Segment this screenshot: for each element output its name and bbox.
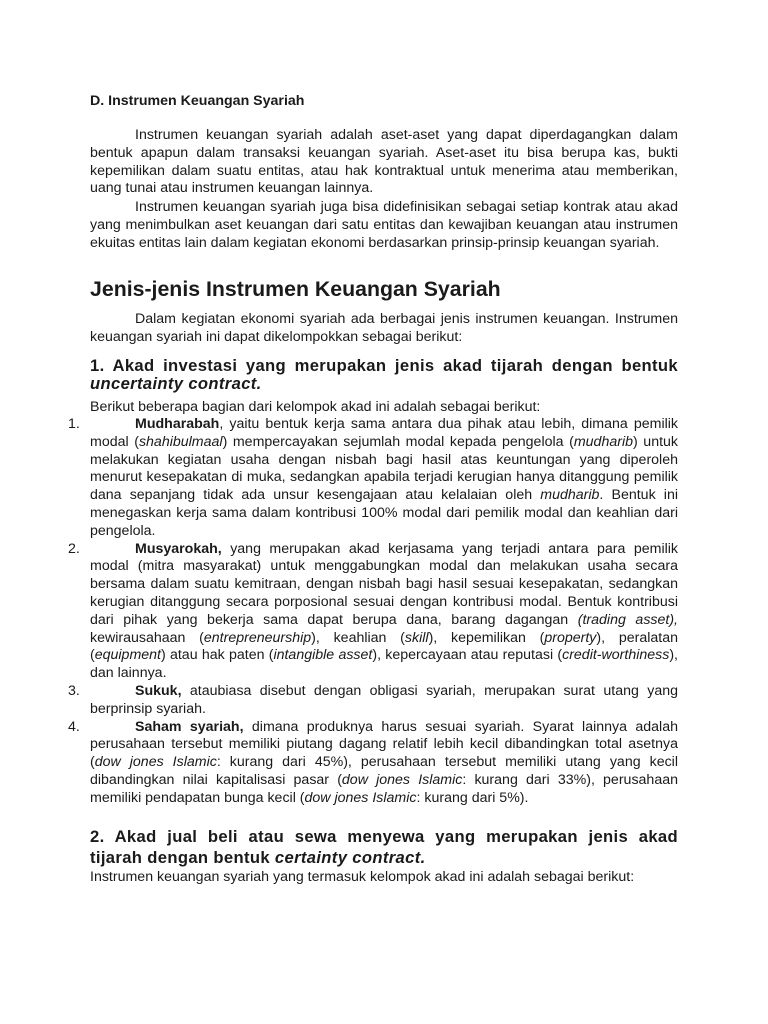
- list-text: ) atau hak paten (: [161, 647, 274, 664]
- section-2-heading: [90, 826, 678, 868]
- list-italic: dow jones Islamic: [94, 754, 217, 771]
- akad-investasi-list: [68, 416, 679, 808]
- intro-paragraph-2-end: .: [655, 234, 660, 251]
- list-text: ) mempercayakan sejumlah modal kepada pengelola (: [222, 433, 574, 450]
- term-saham-syariah: Saham syariah,: [135, 718, 244, 735]
- list-text: ) untuk melakukan kegiatan usaha dengan nisbah bagi hasil atas keuntungan yang diperoleh menurut kesepakatan di muka, sedangkan apabila terjadi kerugian hanya ditanggung pemilik dana sepanjang tidak ada unsur kesengajaan atau kelalaian oleh: [90, 433, 679, 504]
- section-1-heading: [90, 357, 678, 393]
- list-item-body: [90, 541, 678, 683]
- list-item-body: [90, 683, 678, 719]
- list-number: 3.: [68, 682, 80, 699]
- section-1-heading-text: 1. Akad investasi yang merupakan jenis akad tijarah dengan bentuk: [90, 356, 678, 375]
- list-italic: dow jones Islamic: [341, 771, 463, 788]
- list-italic: mudharib: [573, 433, 633, 450]
- list-number: 1.: [68, 416, 80, 432]
- list-italic: shahibulmaal: [138, 433, 223, 450]
- list-italic: credit-worthiness: [562, 647, 670, 664]
- list-text: , yaitu bentuk kerja sama antara dua pihak atau lebih, dimana pemilik modal (: [90, 416, 678, 450]
- list-text: ), dan lainnya.: [90, 647, 678, 682]
- list-item-sukuk: [68, 682, 678, 719]
- list-item-body: [90, 416, 678, 541]
- list-text: kewirausahaan (: [90, 629, 204, 646]
- list-text: yang merupakan akad kerjasama yang terjadi antara para pemilik modal (mitra masyarakat) untuk menggabungkan modal dan melakukan usaha secara bersama dalam suatu kemitraan, dengan nisbah bagi hasil sesuai kesepakatan, sedangkan kerugian ditanggung secara porposional sesuai dengan kontribusi modal. Bentuk kontribusi dari pihak yang bekerja sama dapat berupa dana, barang dagangan: [90, 540, 678, 628]
- list-text: : kurang dari 33%), perusahaan memiliki pendapatan bunga kecil (: [90, 771, 678, 806]
- list-text: ataubiasa disebut dengan obligasi syariah, merupakan surat utang yang berprinsip syariah.: [90, 682, 678, 717]
- list-text: ), kepemilikan (: [428, 629, 545, 646]
- list-text: . Bentuk ini menegaskan kerja sama dalam kontribusi 100% modal dari pemilik modal dan keahlian dari pengelola.: [90, 487, 678, 539]
- prinsip-keuangan-link[interactable]: prinsip-prinsip keuangan syariah: [451, 234, 656, 251]
- list-italic: mudharib: [540, 487, 600, 504]
- list-italic: (trading asset),: [577, 611, 679, 628]
- list-italic: dow jones Islamic: [304, 789, 417, 806]
- list-italic: entrepreneurship: [203, 629, 312, 646]
- list-item-saham-syariah: [68, 718, 678, 808]
- list-text: : kurang dari 45%), perusahaan tersebut memiliki utang yang kecil dibandingkan nilai kapitalisasi pasar (: [90, 754, 678, 788]
- jenis-heading: Jenis-jenis Instrumen Keuangan Syariah: [90, 277, 501, 301]
- list-item-mudharabah: [68, 416, 679, 541]
- intro-paragraph-2: [90, 199, 678, 252]
- list-italic: intangible asset: [273, 647, 373, 664]
- list-text: ), kepercayaan atau reputasi (: [372, 647, 563, 664]
- list-italic: skill: [404, 629, 429, 646]
- section-1-heading-italic: uncertainty contract.: [90, 373, 262, 393]
- section-1-intro: Berikut beberapa bagian dari kelompok akad ini adalah sebagai berikut:: [90, 399, 541, 415]
- section-2-intro: Instrumen keuangan syariah yang termasuk kelompok akad ini adalah sebagai berikut:: [90, 869, 635, 885]
- list-text: ), peralatan (: [90, 629, 678, 664]
- list-item-musyarokah: [68, 540, 679, 683]
- list-italic: equipment: [94, 647, 161, 664]
- section-2-heading-italic: certainty contract.: [274, 848, 426, 867]
- intro-paragraph-2-text: Instrumen keuangan syariah juga bisa didefinisikan sebagai setiap kontrak atau akad yang menimbulkan aset keuangan dari satu entitas dan kewajiban keuangan atau instrumen ekuitas entitas lain dalam kegiatan ekonomi berdasarkan: [90, 199, 678, 251]
- section-heading: D. Instrumen Keuangan Syariah: [90, 93, 305, 109]
- term-mudharabah: Mudharabah: [135, 416, 220, 432]
- section-2-heading-text: 2. Akad jual beli atau sewa menyewa yang merupakan jenis akad tijarah dengan bentuk: [90, 827, 678, 867]
- list-italic: property: [544, 629, 597, 646]
- list-text: : kurang dari 5%).: [416, 789, 529, 806]
- list-text: ), keahlian (: [311, 629, 405, 646]
- jenis-paragraph: Dalam kegiatan ekonomi syariah ada berbagai jenis instrumen keuangan. Instrumen keuangan syariah ini dapat dikelompokkan sebagai berikut:: [90, 311, 678, 345]
- list-number: 4.: [68, 718, 80, 735]
- term-sukuk: Sukuk,: [135, 682, 182, 699]
- list-number: 2.: [68, 540, 80, 557]
- intro-paragraph-1: Instrumen keuangan syariah adalah aset-aset yang dapat diperdagangkan dalam bentuk apapun dalam transaksi keuangan syariah. Aset-aset itu bisa berupa kas, bukti kepemilikan dalam suatu entitas, atau hak kontraktual untuk menerima atau memberikan, uang tunai atau instrumen keuangan lainnya.: [90, 127, 678, 197]
- list-text: dimana produknya harus sesuai syariah. Syarat lainnya adalah perusahaan tersebut memiliki piutang dagang relatif lebih kecil dibandingkan total asetnya (: [90, 718, 678, 771]
- term-musyarokah: Musyarokah,: [135, 540, 222, 557]
- list-item-body: [90, 719, 678, 808]
